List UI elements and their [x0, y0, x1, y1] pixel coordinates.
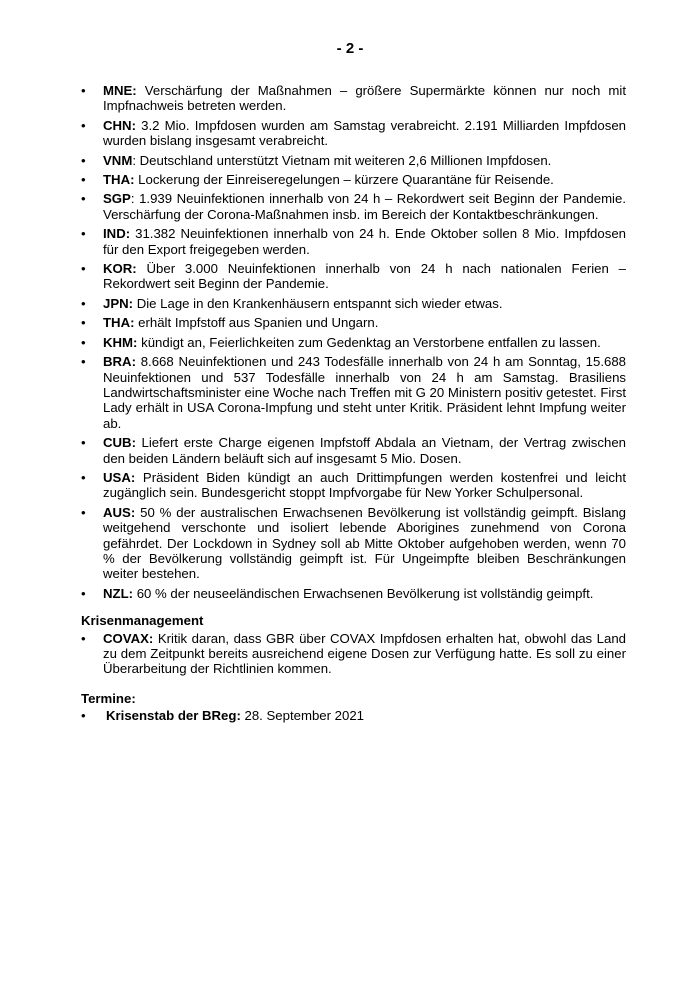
list-item [81, 631, 626, 677]
country-code: CHN: [103, 117, 136, 133]
item-text: Liefert erste Charge eigenen Impfstoff Abdala an Vietnam, der Vertrag zwischen den beiden Ländern beläuft sich auf insgesamt 5 Mio. Dosen. [103, 435, 626, 466]
country-code: KOR: [103, 261, 137, 277]
list-item [81, 708, 626, 723]
item-label: COVAX: [103, 630, 154, 646]
item-text: Kritik daran, dass GBR über COVAX Impfdosen erhalten hat, obwohl das Land zu dem Zeitpunkt bereits ausreichend eigene Dosen zur Verfügung hatte. Es soll zu einer Überarbeitung der Richtlinien kommen. [103, 630, 626, 677]
list-item [81, 335, 626, 350]
country-code: SGP [103, 191, 131, 207]
krisen-list [81, 631, 626, 677]
item-text: 8.668 Neuinfektionen und 243 Todesfälle innerhalb von 24 h am Sonntag, 15.688 Neuinfektionen und 537 Todesfälle innerhalb von 24 h am Samstag. Brasiliens Landwirtschaftsminister eine Woche nach Treffen mit G 20 Ministern positiv getestet. First Lady erhält in USA Corona-Impfung und steht unter Kritik. Präsident lehnt Impfung weiter ab. [103, 354, 626, 431]
list-item [81, 586, 626, 601]
list-item [81, 191, 626, 222]
item-text: 28. September 2021 [240, 708, 365, 724]
termine-list [81, 708, 626, 723]
item-text: : 1.939 Neuinfektionen innerhalb von 24 h – Rekordwert seit Beginn der Pandemie. Verschärfung der Corona-Maßnahmen insb. im Bereich der Kontaktbeschränkungen. [103, 191, 626, 222]
item-text: Präsident Biden kündigt an auch Drittimpfungen werden kostenfrei und leicht zugänglich sein. Bundesgericht stoppt Impfvorgabe für New Yorker Schulpersonal. [103, 469, 626, 501]
list-item [81, 118, 626, 149]
list-item [81, 226, 626, 257]
list-item [81, 296, 626, 311]
item-text: Über 3.000 Neuinfektionen innerhalb von 24 h nach nationalen Ferien – Rekordwert seit Beginn der Pandemie. [103, 261, 626, 292]
list-item [81, 261, 626, 292]
item-label: Krisenstab der BReg: [106, 708, 241, 724]
country-code: MNE: [103, 83, 137, 98]
list-item [81, 172, 626, 187]
country-code: JPN: [103, 295, 134, 311]
list-item [81, 83, 626, 114]
item-text: erhält Impfstoff aus Spanien und Ungarn. [134, 315, 379, 331]
country-code: NZL: [103, 585, 134, 601]
document-body [81, 83, 626, 728]
country-list [81, 83, 626, 601]
country-code: IND: [103, 226, 131, 242]
list-item [81, 354, 626, 431]
item-text: Verschärfung der Maßnahmen – größere Supermärkte können nur noch mit Impfnachweis betreten werden. [103, 83, 626, 114]
country-code: THA: [103, 315, 135, 331]
country-code: THA: [103, 172, 135, 188]
item-text: 31.382 Neuinfektionen innerhalb von 24 h. Ende Oktober sollen 8 Mio. Impfdosen für den Export freigegeben werden. [103, 226, 626, 257]
country-code: USA: [103, 469, 136, 485]
list-item [81, 153, 626, 168]
section-heading-termine: Termine: [81, 690, 136, 706]
item-text: kündigt an, Feierlichkeiten zum Gedenktag an Verstorbene entfallen zu lassen. [137, 334, 601, 350]
country-code: VNM [103, 152, 133, 168]
item-text: 50 % der australischen Erwachsenen Bevölkerung ist vollständig geimpft. Bislang weitgehend verschonte und isoliert lebende Aborigines zunehmend von Corona gefährdet. Der Lockdown in Sydney soll ab Mitte Oktober aufgehoben werden, wenn 70 % der Bevölkerung vollständig geimpft ist. Für Ungeimpfte bleiben Beschränkungen weiter bestehen. [103, 504, 626, 582]
country-code: AUS: [103, 504, 136, 520]
page-number: - 2 - [336, 40, 364, 57]
list-item [81, 435, 626, 466]
item-text: 3.2 Mio. Impfdosen wurden am Samstag verabreicht. 2.191 Milliarden Impfdosen wurden bislang insgesamt verabreicht. [103, 117, 626, 149]
list-item [81, 505, 626, 582]
country-code: BRA: [103, 354, 136, 370]
country-code: KHM: [103, 334, 138, 350]
item-text: Die Lage in den Krankenhäusern entspannt sich wieder etwas. [133, 295, 503, 311]
item-text: 60 % der neuseeländischen Erwachsenen Bevölkerung ist vollständig geimpft. [133, 585, 594, 601]
item-text: : Deutschland unterstützt Vietnam mit weiteren 2,6 Millionen Impfdosen. [132, 152, 552, 168]
section-heading-krisenmanagement: Krisenmanagement [81, 613, 204, 629]
item-text: Lockerung der Einreiseregelungen – kürzere Quarantäne für Reisende. [134, 172, 554, 188]
country-code: CUB: [103, 435, 136, 451]
list-item [81, 315, 626, 330]
list-item [81, 470, 626, 501]
